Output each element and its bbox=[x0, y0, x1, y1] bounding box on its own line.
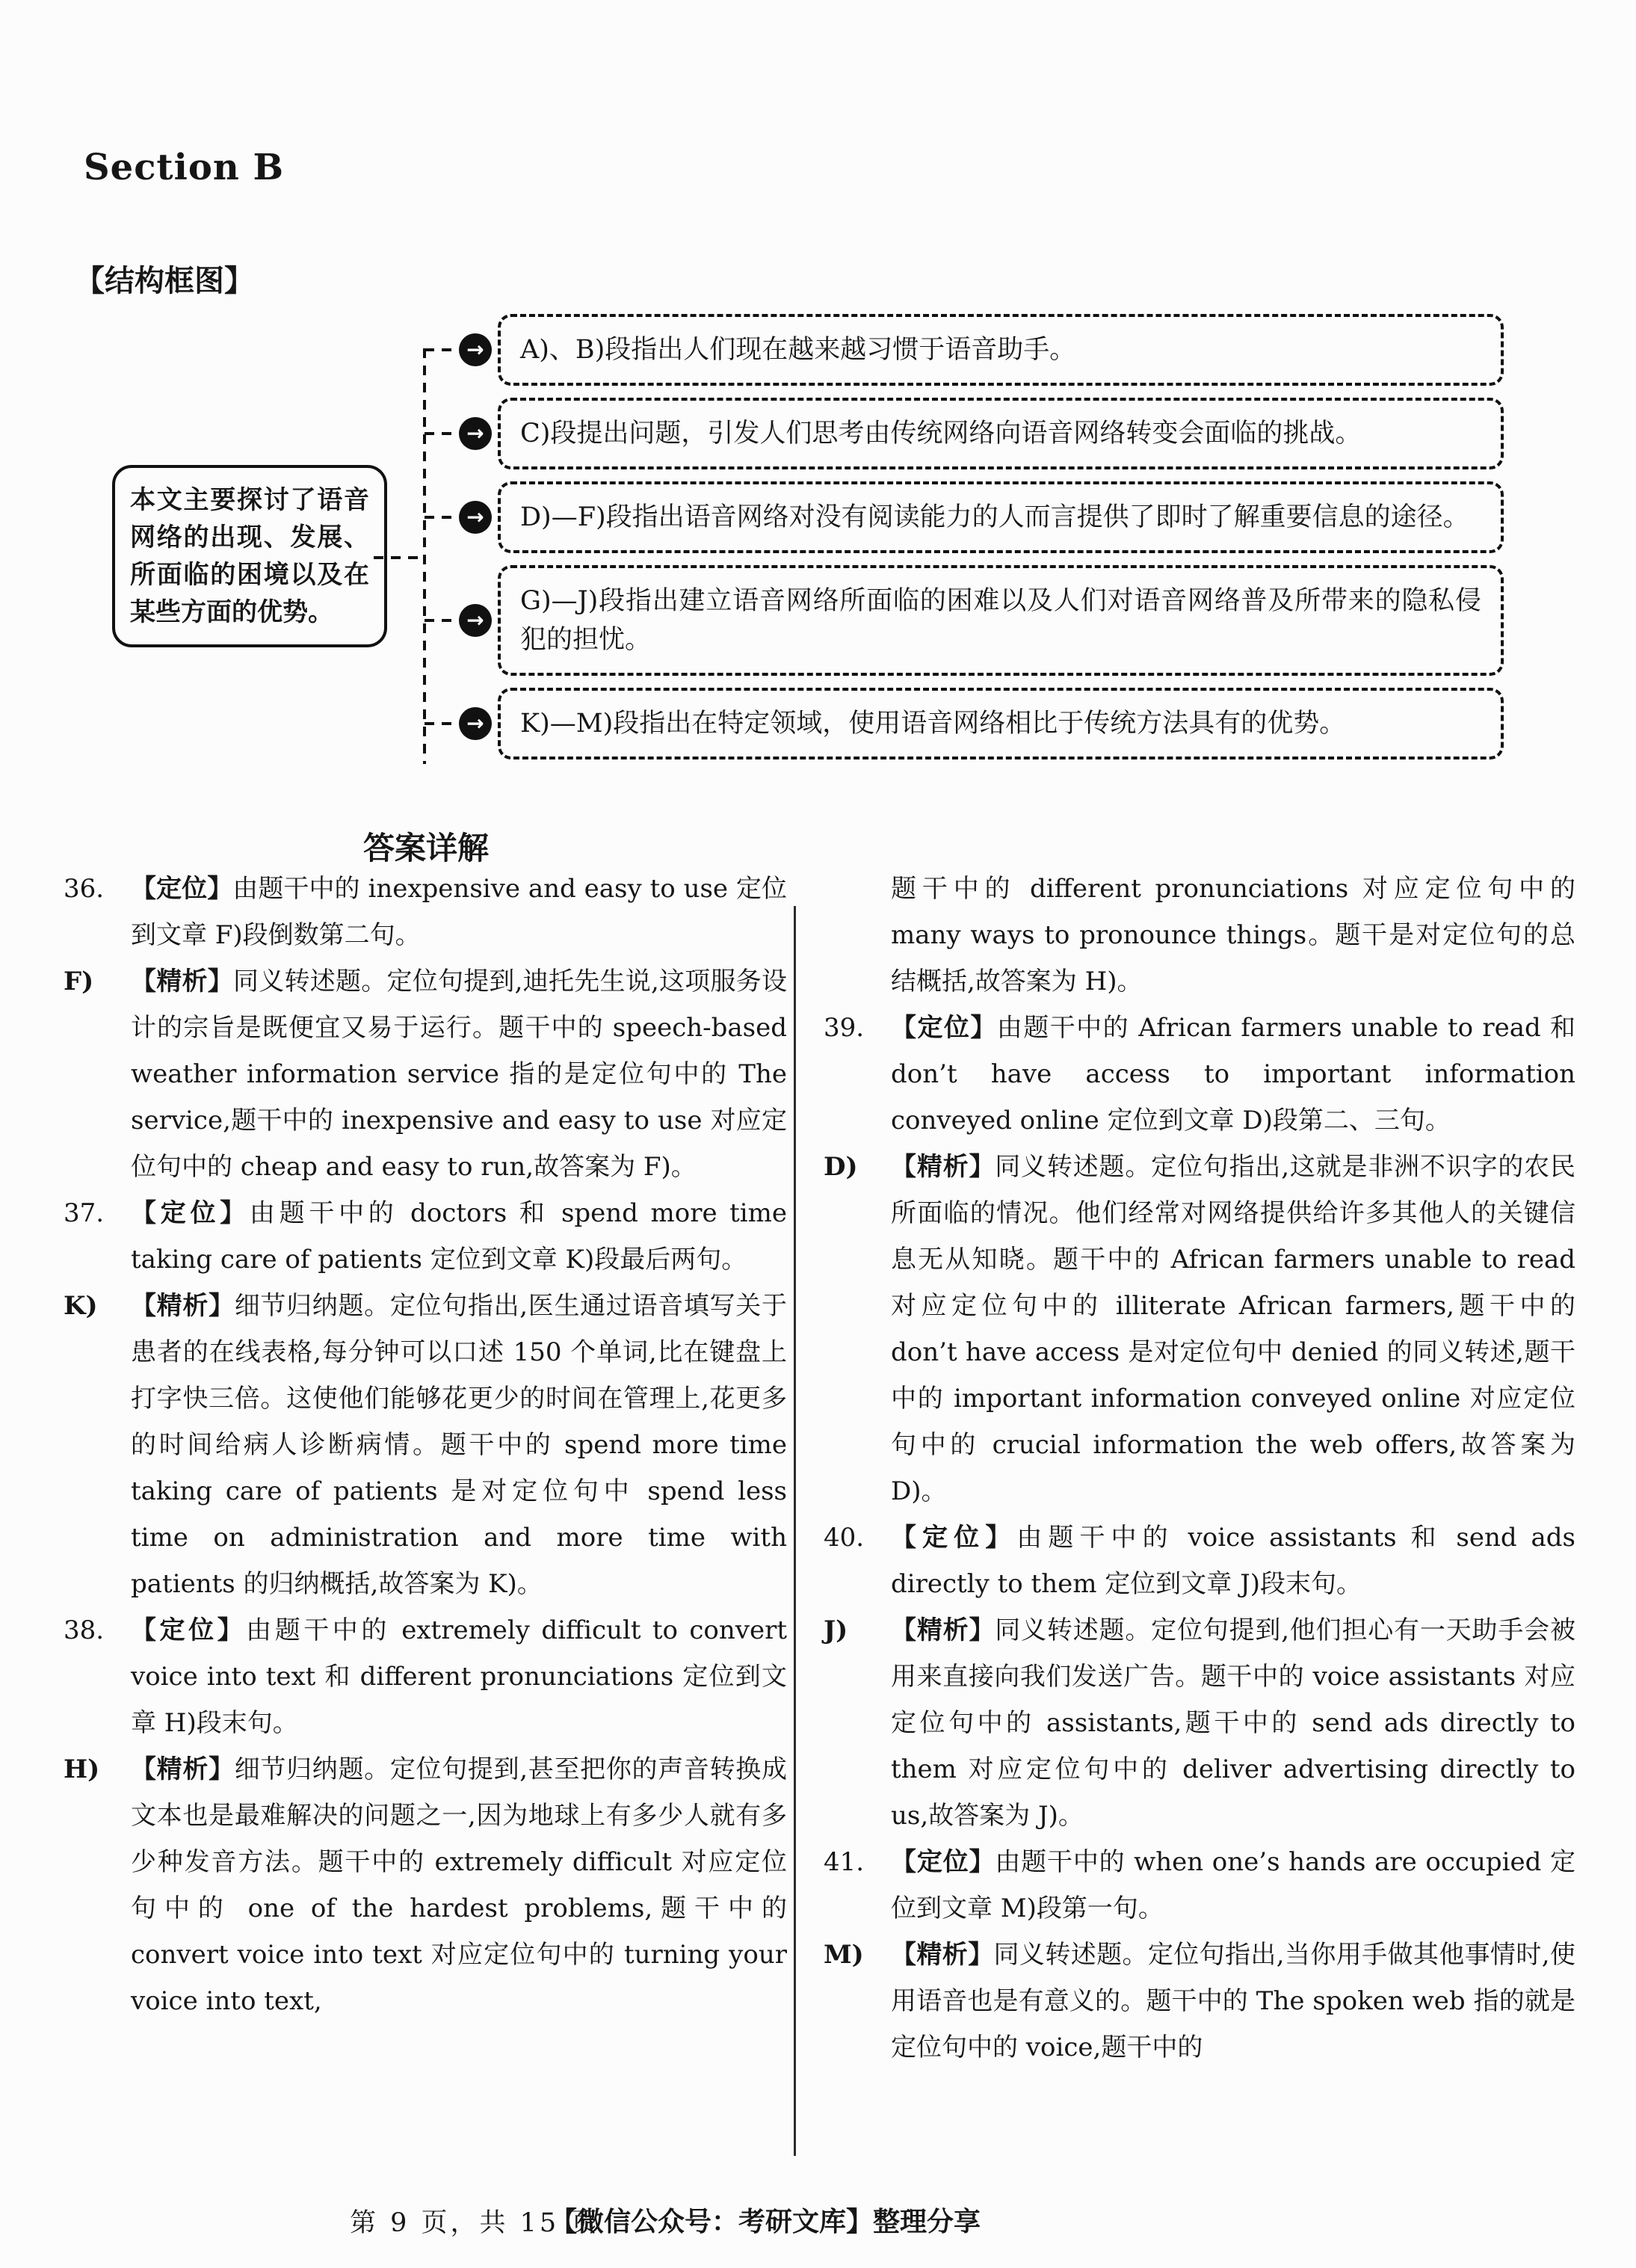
dashed-connector-horizontal bbox=[425, 516, 459, 519]
answer-item-tag: 【精析】 bbox=[131, 1291, 235, 1321]
answer-item-text: 同义转述题。定位句指出,这就是非洲不识字的农民所面临的情况。他们经常对网络提供给许多其他人的关键信息无从知晓。题干中的 African farmers unable to read 对应定位句中的 illiterate African farmers,题干中的 don’t have access 是对定位句中 denied 的同义转述,题干中的 important information conveyed online 对应定位句中的 crucial information the web offers,故答案为 D)。 bbox=[891, 1152, 1575, 1506]
dashed-connector-horizontal bbox=[374, 556, 426, 559]
answer-item-tag: 【定位】 bbox=[891, 1523, 1017, 1553]
answer-item-text: 由题干中的 when one’s hands are occupied 定位到文章 M)段第一句。 bbox=[891, 1847, 1576, 1923]
footer-page-number: 第 9 页，共 15 页 bbox=[350, 2208, 600, 2238]
answer-item-text: 由题干中的 inexpensive and easy to use 定位到文章 F)段倒数第二句。 bbox=[131, 874, 787, 950]
answer-item bbox=[64, 1746, 787, 2024]
answer-item-label: 36. bbox=[64, 874, 105, 904]
answer-item-label: 38. bbox=[64, 1615, 105, 1645]
dashed-connector-horizontal bbox=[425, 348, 459, 351]
diagram-branch-row bbox=[425, 481, 1504, 553]
answer-item-label: H) bbox=[64, 1754, 100, 1784]
answer-item bbox=[64, 1283, 787, 1607]
footer-source-note: 【微信公众号：考研文库】整理分享 bbox=[550, 2207, 981, 2237]
section-title: Section B bbox=[84, 147, 285, 188]
branch-box: A)、B)段指出人们现在越来越习惯于语音助手。 bbox=[498, 314, 1504, 386]
diagram-branch-row bbox=[425, 314, 1504, 386]
answer-column-right bbox=[824, 866, 1575, 2071]
diagram-branches bbox=[425, 314, 1504, 759]
dashed-connector-horizontal bbox=[425, 722, 459, 725]
answer-item bbox=[64, 866, 787, 958]
answer-item-tag: 【精析】 bbox=[891, 1615, 996, 1645]
answer-item-tag: 【精析】 bbox=[131, 967, 233, 996]
answer-item-text: 由题干中的 voice assistants 和 send ads directly to them 定位到文章 J)段末句。 bbox=[891, 1523, 1575, 1599]
answer-item-label: M) bbox=[824, 1940, 864, 1970]
answer-column-left bbox=[64, 866, 787, 2024]
answer-item-text: 由题干中的 doctors 和 spend more time taking care of patients 定位到文章 K)段最后两句。 bbox=[131, 1198, 787, 1275]
answer-item-tag: 【精析】 bbox=[891, 1940, 994, 1970]
branch-box: D)—F)段指出语音网络对没有阅读能力的人而言提供了即时了解重要信息的途径。 bbox=[498, 481, 1504, 553]
answer-item-tag: 【精析】 bbox=[891, 1152, 996, 1182]
answer-item-tag: 【定位】 bbox=[891, 1847, 996, 1877]
answer-item bbox=[824, 1005, 1575, 1144]
answer-item-label: F) bbox=[64, 967, 94, 996]
branch-box: C)段提出问题，引发人们思考由传统网络向语音网络转变会面临的挑战。 bbox=[498, 398, 1504, 469]
answer-item-text: 细节归纳题。定位句指出,医生通过语音填写关于患者的在线表格,每分钟可以口述 150 个单词,比在键盘上打字快三倍。这使他们能够花更少的时间在管理上,花更多的时间给病人诊断病情。题干中的 spend more time taking care of patients 是对定位句中 spend less time on administration and more time with patients 的归纳概括,故答案为 K)。 bbox=[131, 1291, 787, 1599]
branch-box: K)—M)段指出在特定领域，使用语音网络相比于传统方法具有的优势。 bbox=[498, 688, 1504, 759]
arrow-circle-icon: → bbox=[459, 707, 492, 740]
answer-item bbox=[824, 866, 1575, 1005]
arrow-circle-icon: → bbox=[459, 417, 492, 450]
answer-item bbox=[64, 1607, 787, 1746]
answer-item-label: 37. bbox=[64, 1198, 105, 1228]
answer-section-heading: 答案详解 bbox=[362, 830, 489, 866]
answer-item-text: 细节归纳题。定位句提到,甚至把你的声音转换成文本也是最难解决的问题之一,因为地球上有多少人就有多少种发音方法。题干中的 extremely difficult 对应定位句中的 one of the hardest problems,题干中的 convert voice into text 对应定位句中的 turning your voice into text, bbox=[131, 1754, 787, 2016]
answer-item-text: 同义转述题。定位句提到,他们担心有一天助手会被用来直接向我们发送广告。题干中的 voice assistants 对应定位句中的 assistants,题干中的 send ads directly to them 对应定位句中的 deliver advertising directly to us,故答案为 J)。 bbox=[891, 1615, 1575, 1831]
answer-item-label: J) bbox=[824, 1615, 848, 1645]
arrow-circle-icon: → bbox=[459, 501, 492, 534]
branch-box: G)—J)段指出建立语音网络所面临的困难以及人们对语音网络普及所带来的隐私侵犯的担忧。 bbox=[498, 565, 1504, 676]
column-divider bbox=[794, 906, 796, 2156]
answer-item-label: 41. bbox=[824, 1847, 865, 1877]
diagram-summary-box: 本文主要探讨了语音网络的出现、发展、所面临的困境以及在某些方面的优势。 bbox=[112, 465, 387, 647]
answer-item bbox=[824, 1839, 1575, 1932]
arrow-circle-icon: → bbox=[459, 604, 492, 637]
answer-item-text: 由题干中的 extremely difficult to convert voice into text 和 different pronunciations 定位到文章 H)段末句。 bbox=[131, 1615, 787, 1738]
answer-item-label: K) bbox=[64, 1291, 98, 1321]
answer-item-tag: 【精析】 bbox=[131, 1754, 235, 1784]
answer-item-tag: 【定位】 bbox=[131, 1615, 247, 1645]
answer-item-tag: 【定位】 bbox=[131, 874, 233, 904]
structure-diagram-heading: 【结构框图】 bbox=[75, 264, 254, 298]
diagram-branch-row bbox=[425, 398, 1504, 469]
diagram-branch-row bbox=[425, 565, 1504, 676]
answer-item-label: D) bbox=[824, 1152, 858, 1182]
answer-item-tag: 【定位】 bbox=[131, 1198, 250, 1228]
answer-item-text: 同义转述题。定位句指出,当你用手做其他事情时,使用语音也是有意义的。题干中的 The spoken web 指的就是定位句中的 voice,题干中的 bbox=[891, 1940, 1575, 2062]
answer-item bbox=[824, 1607, 1575, 1839]
dashed-connector-horizontal bbox=[425, 432, 459, 435]
diagram-branch-row bbox=[425, 688, 1504, 759]
answer-item bbox=[64, 1190, 787, 1283]
answer-item-text: 题干中的 different pronunciations 对应定位句中的 many ways to pronounce things。题干是对定位句的总结概括,故答案为 H)。 bbox=[891, 874, 1575, 996]
answer-item-text: 同义转述题。定位句提到,迪托先生说,这项服务设计的宗旨是既便宜又易于运行。题干中的 speech-based weather information service 指的是定位句中的 The service,题干中的 inexpensive and easy to use 对应定位句中的 cheap and easy to run,故答案为 F)。 bbox=[131, 967, 787, 1182]
answer-item bbox=[824, 1932, 1575, 2071]
answer-item bbox=[824, 1144, 1575, 1514]
arrow-circle-icon: → bbox=[459, 333, 492, 366]
answer-item bbox=[824, 1514, 1575, 1607]
answer-item bbox=[64, 958, 787, 1190]
dashed-connector-horizontal bbox=[425, 619, 459, 622]
answer-item-tag: 【定位】 bbox=[891, 1013, 997, 1043]
answer-item-label: 39. bbox=[824, 1013, 865, 1043]
answer-item-text: 由题干中的 African farmers unable to read 和 don’t have access to important information conveyed online 定位到文章 D)段第二、三句。 bbox=[891, 1013, 1575, 1135]
answer-item-label: 40. bbox=[824, 1523, 865, 1553]
